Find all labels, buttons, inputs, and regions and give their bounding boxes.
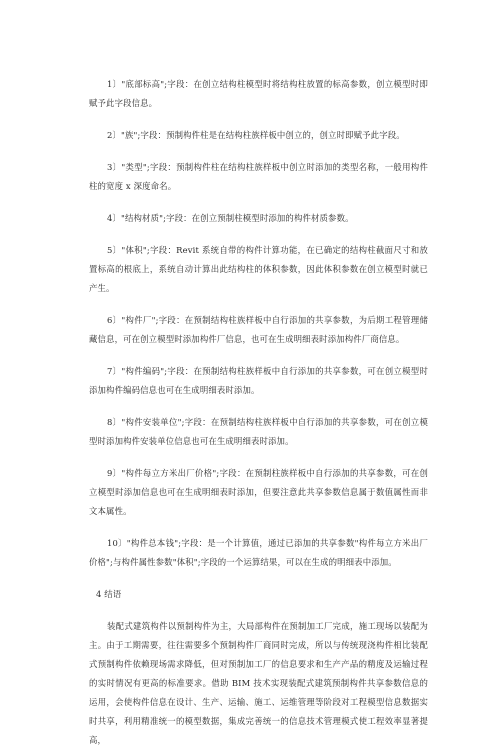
list-item-manufacturer: 6〕"构件厂";字段：在预制结构柱族样板中自行添加的共享参数，为后期工程管理储藏信息，可在创立模型时添加构件厂信息，也可在生成明细表时添加构件厂商信息。 [89, 315, 428, 344]
list-item-unit-price: 9〕"构件每立方米出厂价格";字段：在预制柱族样板中自行添加的共享参数，可在创立模型时添加信息也可在生成明细表时添加，但要注意此共享参数信息属于数值属性而非文本属性。 [89, 468, 428, 516]
list-item-volume: 5〕"体积";字段：Revit 系统自带的构件计算功能，在已确定的结构柱截面尺寸和放置标高的根底上，系统自动计算出此结构柱的体积参数，因此体积参数在创立模型时就已产生。 [89, 245, 428, 293]
list-item-total-cost: 10〕"构件总本钱";字段：是一个计算值，通过已添加的共享参数"构件每立方米出厂价格";与构件属性参数"体积";字段的一个运算结果，可以在生成的明细表中添加。 [89, 538, 428, 567]
list-item-type: 3〕"类型";字段：预制构件柱在结构柱族样板中创立时添加的类型名称，一般用构件柱的宽度 x 深度命名。 [89, 162, 428, 191]
section-heading: 4 结语 [96, 589, 122, 599]
document-body [89, 75, 428, 750]
list-item-family: 2〕"族";字段：预制构件柱是在结构柱族样板中创立的，创立时即赋予此字段。 [107, 130, 405, 140]
list-item-component-code: 7〕"构件编码";字段：在预制结构柱族样板中自行添加的共享参数，可在创立模型时添加构件编码信息也可在生成明细表时添加。 [89, 366, 428, 395]
list-item-structural-material: 4〕"结构材质";字段：在创立预制柱模型时添加的构件材质参数。 [107, 213, 354, 223]
conclusion-paragraph: 装配式建筑构件以预制构件为主，大局部构件在预制加工厂完成，施工现场以装配为主。由于工期需要，往往需要多个预制构件厂商同时完成，所以与传统现浇构件相比装配式预制构件依赖现场需求降低，但对预制加工厂的信息要求和生产产品的精度及运输过程的实时情况有更高的标准要求。借助 BIM 技术实现装配式建筑预制构件共享参数信息的运用，会使构件信息在设计、生产、运输、施工、运维管理等阶段对工程模型信息数据实时共享，利用精准统一的模型数据，集成完善统一的信息技术管理模式使工程效率显著提高， [89, 621, 428, 745]
list-item-installation-unit: 8〕"构件安装单位";字段：在预制结构柱族样板中自行添加的共享参数，可在创立模型时添加构件安装单位信息也可在生成明细表时添加。 [89, 417, 428, 446]
list-item-bottom-elevation: 1〕"底部标高";字段：在创立结构柱模型时将结构柱放置的标高参数，创立模型时即赋予此字段信息。 [89, 79, 428, 108]
